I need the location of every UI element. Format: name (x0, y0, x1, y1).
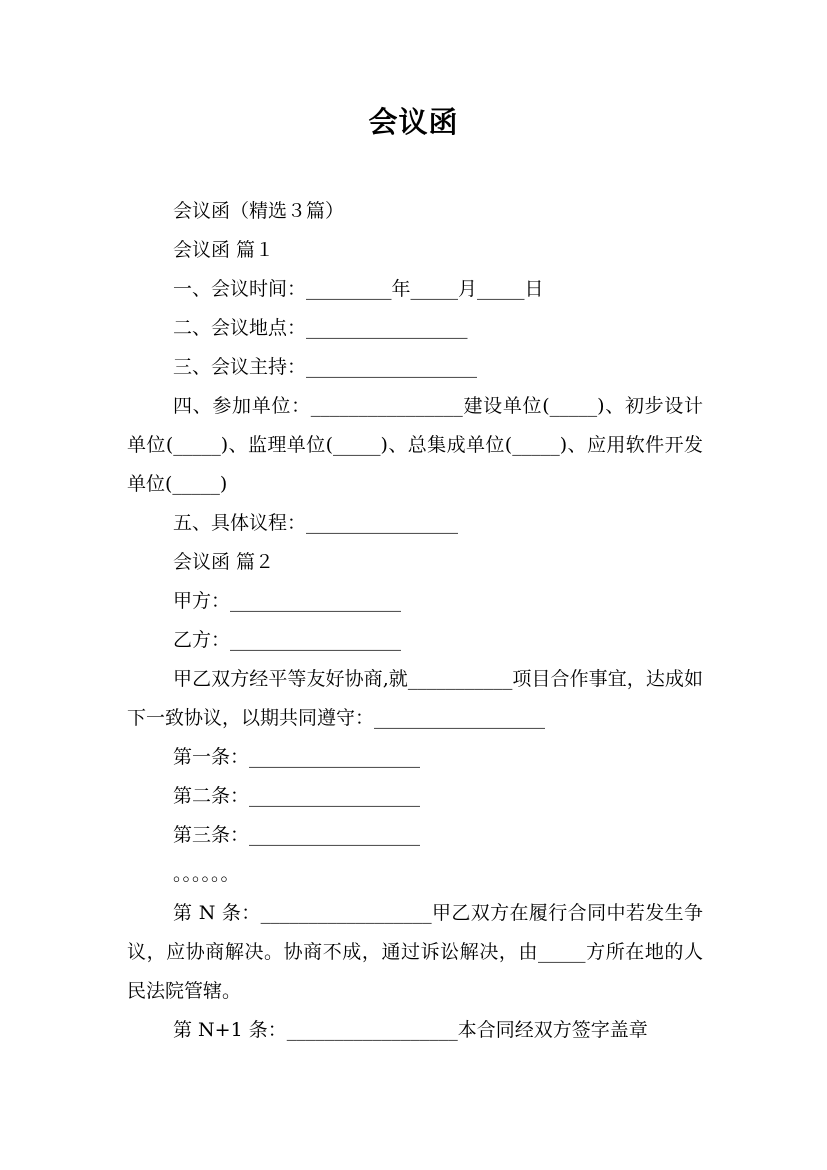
paragraph-ellipsis: 。。。。。。 (173, 863, 240, 885)
paragraph-agreement-preamble: 甲乙双方经平等友好协商,就___________项目合作事宜，达成如下一致协议，以期共同遵守：__________________ (127, 668, 703, 729)
paragraph-article-n: 第 N 条：__________________甲乙双方在履行合同中若发生争议，应协商解决。协商不成，通过诉讼解决，由_____方所在地的人民法院管辖。 (127, 902, 703, 1002)
paragraph-section-2-heading: 会议函 篇２ (173, 551, 275, 573)
paragraph-meeting-place: 二、会议地点：_________________ (173, 317, 468, 339)
paragraph-article-2: 第二条：__________________ (173, 785, 421, 807)
paragraph-party-a: 甲方：__________________ (173, 590, 402, 612)
paragraph-meeting-time: 一、会议时间：_________年_____月_____日 (173, 278, 544, 300)
paragraph-participants: 四、参加单位：________________建设单位(_____)、初步设计单位(_____)、监理单位(_____)、总集成单位(_____)、应用软件开发单位(_____) (127, 395, 703, 495)
paragraph-section-1-heading: 会议函 篇１ (173, 239, 275, 261)
paragraph-article-1: 第一条：__________________ (173, 746, 421, 768)
paragraph-article-3: 第三条：__________________ (173, 824, 421, 846)
paragraph-intro: 会议函（精选３篇） (173, 200, 345, 222)
document-body (127, 192, 703, 1050)
paragraph-agenda: 五、具体议程：________________ (173, 512, 459, 534)
paragraph-article-n-plus-1: 第 N+1 条：__________________本合同经双方签字盖章 (173, 1019, 648, 1041)
paragraph-meeting-host: 三、会议主持：__________________ (173, 356, 478, 378)
document-title: 会议函 (368, 105, 459, 139)
paragraph-party-b: 乙方：__________________ (173, 629, 402, 651)
